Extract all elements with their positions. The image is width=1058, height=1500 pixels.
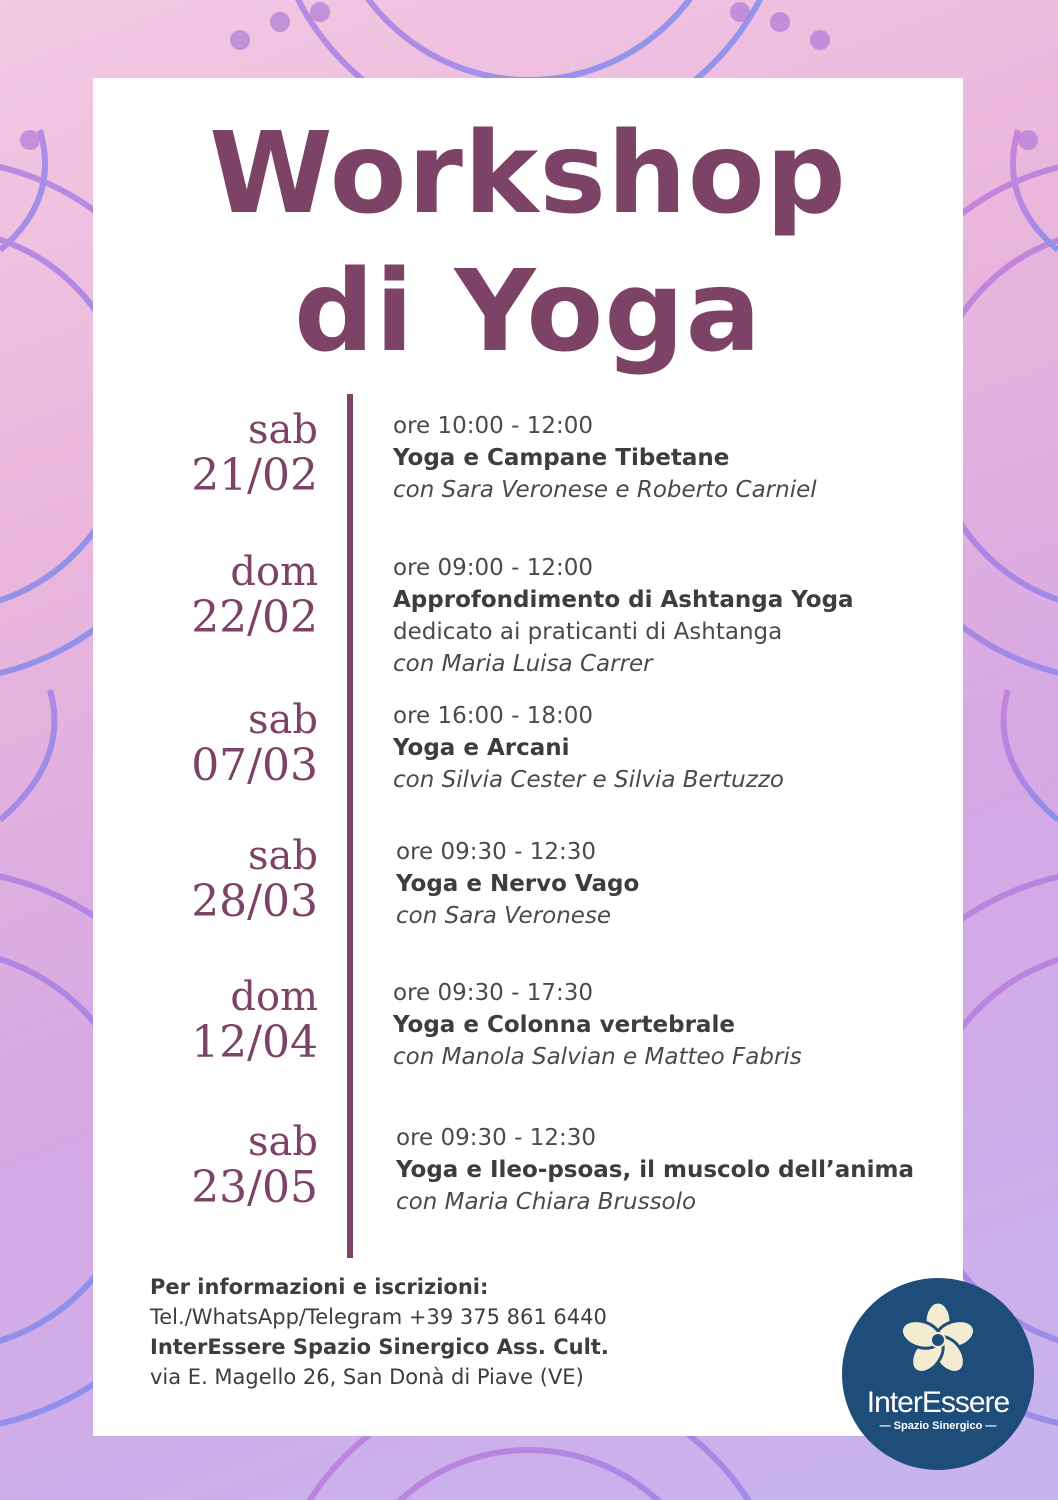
event-info [393, 700, 784, 796]
contact-footer [150, 1272, 609, 1392]
event-name: Yoga e Arcani [393, 735, 570, 761]
event-time: ore 09:30 - 17:30 [393, 980, 593, 1006]
event-name: Yoga e Colonna vertebrale [393, 1012, 735, 1038]
footer-address: via E. Magello 26, San Donà di Piave (VE) [150, 1365, 584, 1389]
event-info [393, 977, 802, 1073]
event-host: con Manola Salvian e Matteo Fabris [393, 1044, 802, 1070]
logo-subtitle: — Spazio Sinergico — [879, 1420, 997, 1432]
event-host: con Silvia Cester e Silvia Bertuzzo [393, 767, 784, 793]
event-card [93, 78, 963, 1436]
event-day: sab [248, 833, 318, 879]
event-time: ore 16:00 - 18:00 [393, 703, 593, 729]
event-info [396, 1122, 914, 1218]
event-day: sab [248, 407, 318, 453]
footer-contact: Tel./WhatsApp/Telegram +39 375 861 6440 [150, 1305, 607, 1329]
timeline-divider [347, 394, 353, 1258]
event-time: ore 09:30 - 12:30 [396, 1125, 596, 1151]
event-time: ore 09:30 - 12:30 [396, 839, 596, 865]
flower-icon [842, 1278, 1034, 1388]
event-date: 22/02 [191, 592, 318, 643]
event-time: ore 10:00 - 12:00 [393, 413, 593, 439]
event-host: con Maria Luisa Carrer [393, 651, 653, 677]
event-date: 07/03 [191, 740, 318, 791]
interessere-logo [842, 1278, 1034, 1470]
title-line-1: Workshop [209, 109, 847, 239]
event-day: sab [248, 1119, 318, 1165]
event-date: 21/02 [191, 450, 318, 501]
event-day: sab [248, 697, 318, 743]
event-host: con Sara Veronese e Roberto Carniel [393, 477, 817, 503]
event-name: Approfondimento di Ashtanga Yoga [393, 587, 854, 613]
event-host: con Sara Veronese [396, 903, 612, 929]
event-date: 12/04 [191, 1017, 318, 1068]
event-info [393, 552, 854, 680]
event-name: Yoga e Nervo Vago [396, 871, 640, 897]
footer-organization: InterEssere Spazio Sinergico Ass. Cult. [150, 1335, 609, 1359]
event-host: con Maria Chiara Brussolo [396, 1189, 697, 1215]
event-date: 23/05 [191, 1162, 318, 1213]
event-note: dedicato ai praticanti di Ashtanga [393, 619, 783, 645]
footer-heading: Per informazioni e iscrizioni: [150, 1275, 489, 1299]
event-name: Yoga e Ileo-psoas, il muscolo dell’anima [396, 1157, 915, 1183]
event-info [396, 836, 639, 932]
event-date: 28/03 [191, 876, 318, 927]
event-time: ore 09:00 - 12:00 [393, 555, 593, 581]
logo-name: InterEssere [866, 1386, 1010, 1419]
event-name: Yoga e Campane Tibetane [393, 445, 730, 471]
event-day: dom [230, 974, 318, 1020]
title-line-2: di Yoga [293, 247, 763, 377]
event-info [393, 410, 817, 506]
event-day: dom [230, 549, 318, 595]
